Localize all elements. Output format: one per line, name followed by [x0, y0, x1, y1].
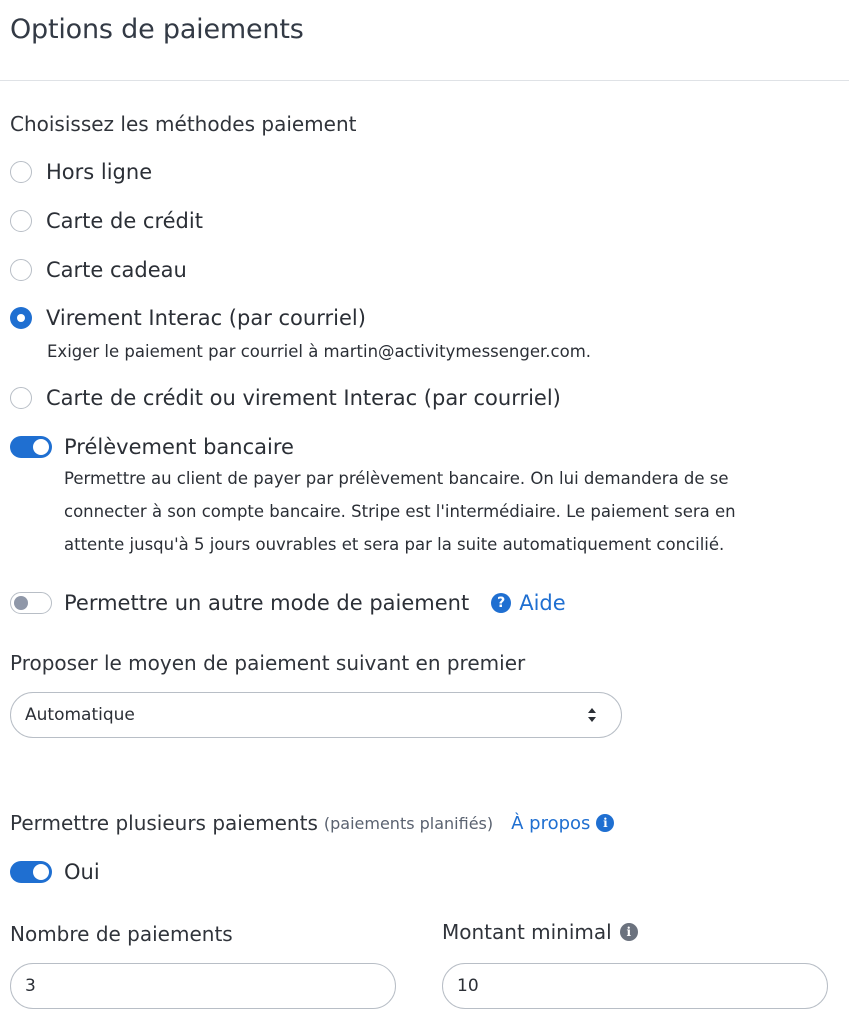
question-circle-icon[interactable]: ? [491, 593, 511, 613]
radio-interac[interactable] [10, 306, 366, 330]
info-icon[interactable]: i [620, 923, 638, 941]
radio-credit-card-label: Carte de crédit [46, 209, 203, 233]
multiple-payments-heading [10, 811, 614, 835]
payment-methods-heading: Choisissez les méthodes paiement [10, 112, 357, 136]
preferred-method-label: Proposer le moyen de paiement suivant en premier [10, 651, 526, 675]
about-link[interactable]: À propos [511, 812, 591, 834]
interac-description: Exiger le paiement par courriel à martin@activitymessenger.com. [47, 342, 592, 361]
radio-offline-circle[interactable] [10, 161, 32, 183]
bank-debit-description [64, 462, 736, 561]
min-amount-heading [442, 920, 638, 944]
divider [0, 80, 849, 81]
multiple-payments-toggle-label: Oui [64, 860, 100, 884]
bank-debit-description-line: attente jusqu'à 5 jours ouvrables et sera par la suite automatiquement concilié. [64, 535, 725, 554]
min-amount-value: 10 [457, 976, 479, 996]
radio-gift-card-label: Carte cadeau [46, 258, 187, 282]
min-amount-input[interactable] [442, 963, 828, 1009]
multiple-payments-toggle-row[interactable] [10, 860, 100, 884]
preferred-method-select[interactable] [10, 692, 622, 738]
other-mode-toggle-row[interactable] [10, 591, 566, 615]
radio-credit-card-circle[interactable] [10, 210, 32, 232]
radio-interac-label: Virement Interac (par courriel) [46, 306, 366, 330]
other-mode-label: Permettre un autre mode de paiement [64, 591, 470, 615]
payment-count-input[interactable] [10, 963, 396, 1009]
min-amount-label: Montant minimal [442, 920, 612, 944]
radio-interac-circle[interactable] [10, 307, 32, 329]
preferred-method-value: Automatique [25, 705, 135, 725]
bank-debit-description-line: connecter à son compte bancaire. Stripe est l'intermédiaire. Le paiement sera en [64, 502, 736, 521]
bank-debit-description-line: Permettre au client de payer par prélèvement bancaire. On lui demandera de se [64, 469, 729, 488]
radio-credit-or-interac-label: Carte de crédit ou virement Interac (par courriel) [46, 386, 561, 410]
info-icon[interactable]: i [596, 814, 614, 832]
radio-offline-label: Hors ligne [46, 160, 153, 184]
page-title: Options de paiements [10, 14, 304, 45]
radio-credit-or-interac-circle[interactable] [10, 387, 32, 409]
radio-gift-card[interactable] [10, 258, 187, 282]
radio-credit-card[interactable] [10, 209, 203, 233]
radio-gift-card-circle[interactable] [10, 259, 32, 281]
help-link[interactable]: Aide [519, 591, 566, 615]
payment-count-value: 3 [25, 976, 36, 996]
bank-debit-toggle-row[interactable] [10, 435, 294, 459]
select-arrows-icon [587, 706, 597, 724]
multiple-payments-sublabel: (paiements planifiés) [323, 813, 494, 833]
bank-debit-label: Prélèvement bancaire [64, 435, 294, 459]
multiple-payments-toggle[interactable] [10, 861, 52, 883]
radio-credit-or-interac[interactable] [10, 386, 561, 410]
radio-offline[interactable] [10, 160, 152, 184]
payment-count-label: Nombre de paiements [10, 922, 233, 946]
other-mode-toggle[interactable] [10, 592, 52, 614]
bank-debit-toggle[interactable] [10, 436, 52, 458]
multiple-payments-label: Permettre plusieurs paiements [10, 811, 318, 835]
